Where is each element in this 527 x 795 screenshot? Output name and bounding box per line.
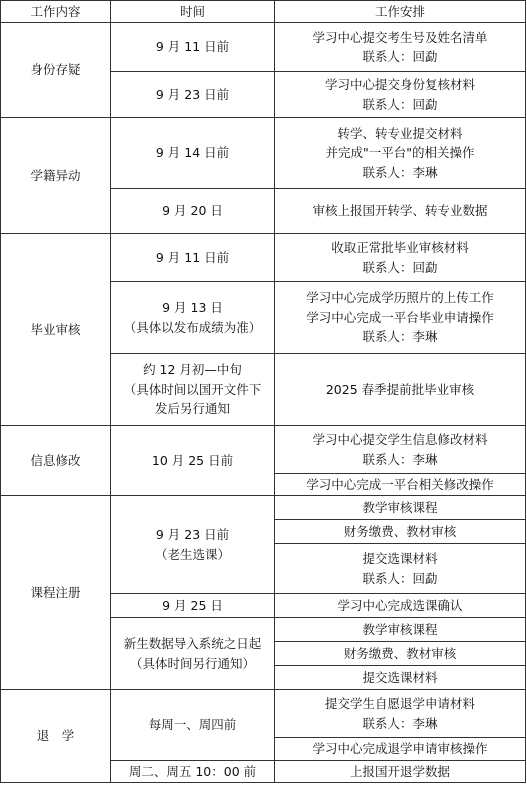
contact-text: 联系人：李琳 bbox=[362, 164, 438, 180]
category-withdraw: 退 学 bbox=[1, 690, 111, 783]
plan-cell: 财务缴费、教材审核 bbox=[275, 642, 526, 666]
category-identity: 身份存疑 bbox=[1, 23, 111, 118]
contact-text: 联系人：回勐 bbox=[362, 259, 438, 275]
plan-cell: 学习中心完成一平台相关修改操作 bbox=[275, 474, 526, 496]
plan-cell bbox=[275, 282, 526, 354]
plan-cell: 上报国开退学数据 bbox=[275, 761, 526, 783]
header-time: 时间 bbox=[111, 1, 275, 23]
category-graduation: 毕业审核 bbox=[1, 234, 111, 426]
time-cell: 9 月 23 日前 bbox=[111, 72, 275, 118]
plan-cell: 教学审核课程 bbox=[275, 618, 526, 642]
time-cell: 周二、周五 10：00 前 bbox=[111, 761, 275, 783]
table-row bbox=[1, 690, 526, 738]
time-cell bbox=[111, 354, 275, 426]
time-cell: 9 月 11 日前 bbox=[111, 23, 275, 72]
header-row bbox=[1, 1, 526, 23]
time-text: 约 12 月初—中旬 bbox=[143, 362, 242, 378]
time-cell: 10 月 25 日前 bbox=[111, 426, 275, 496]
task-text: 收取正常批毕业审核材料 bbox=[331, 240, 469, 256]
plan-cell: 财务缴费、教材审核 bbox=[275, 520, 526, 544]
table-row bbox=[1, 118, 526, 189]
task-text: 转学、转专业提交材料 bbox=[337, 125, 463, 141]
category-status: 学籍异动 bbox=[1, 118, 111, 234]
task-text: 学习中心完成一平台毕业申请操作 bbox=[306, 309, 494, 325]
time-text: 9 月 13 日 bbox=[162, 300, 223, 316]
table-row bbox=[1, 234, 526, 282]
time-cell bbox=[111, 496, 275, 594]
time-text: 新生数据导入系统之日起 bbox=[123, 636, 262, 652]
category-info: 信息修改 bbox=[1, 426, 111, 496]
plan-cell bbox=[275, 23, 526, 72]
time-note: （老生选课） bbox=[154, 546, 230, 562]
task-text: 学习中心提交考生号及姓名清单 bbox=[312, 29, 488, 45]
plan-cell bbox=[275, 72, 526, 118]
task-text: 学习中心提交学生信息修改材料 bbox=[312, 432, 488, 448]
task-text: 学习中心完成学历照片的上传工作 bbox=[306, 290, 494, 306]
time-cell: 每周一、周四前 bbox=[111, 690, 275, 761]
contact-text: 联系人：李琳 bbox=[362, 715, 438, 731]
table-row bbox=[1, 496, 526, 520]
plan-cell bbox=[275, 426, 526, 474]
plan-cell bbox=[275, 234, 526, 282]
table-row bbox=[1, 426, 526, 474]
contact-text: 联系人：回勐 bbox=[362, 49, 438, 64]
task-text: 并完成"一平台"的相关操作 bbox=[325, 145, 475, 161]
plan-cell bbox=[275, 690, 526, 738]
task-text: 提交学生自愿退学申请材料 bbox=[324, 696, 475, 712]
time-text: 9 月 23 日前 bbox=[155, 527, 230, 543]
header-plan: 工作安排 bbox=[275, 1, 526, 23]
time-cell: 9 月 20 日 bbox=[111, 189, 275, 234]
time-note: （具体以发布成绩为准） bbox=[123, 319, 262, 335]
contact-text: 联系人：李琳 bbox=[362, 329, 438, 345]
plan-cell: 学习中心完成退学申请审核操作 bbox=[275, 738, 526, 761]
time-cell: 9 月 14 日前 bbox=[111, 118, 275, 189]
category-course: 课程注册 bbox=[1, 496, 111, 690]
plan-cell: 学习中心完成选课确认 bbox=[275, 594, 526, 618]
contact-text: 联系人：李琳 bbox=[362, 451, 438, 467]
contact-text: 联系人：回勐 bbox=[362, 570, 438, 586]
task-text: 学习中心提交身份复核材料 bbox=[324, 77, 475, 93]
time-note: （具体时间以国开文件下 bbox=[123, 381, 262, 397]
plan-cell: 审核上报国开转学、转专业数据 bbox=[275, 189, 526, 234]
plan-cell: 2025 春季提前批毕业审核 bbox=[275, 354, 526, 426]
time-cell: 9 月 25 日 bbox=[111, 594, 275, 618]
plan-cell bbox=[275, 544, 526, 594]
table-row bbox=[1, 23, 526, 72]
time-note: 发后另行通知 bbox=[154, 401, 230, 417]
time-note: （具体时间另行通知） bbox=[129, 655, 255, 671]
contact-text: 联系人：回勐 bbox=[362, 96, 438, 112]
plan-cell: 教学审核课程 bbox=[275, 496, 526, 520]
plan-cell bbox=[275, 118, 526, 189]
time-cell bbox=[111, 282, 275, 354]
time-cell bbox=[111, 618, 275, 690]
header-category: 工作内容 bbox=[1, 1, 111, 23]
plan-cell: 提交选课材料 bbox=[275, 666, 526, 690]
time-cell: 9 月 11 日前 bbox=[111, 234, 275, 282]
task-text: 提交选课材料 bbox=[362, 551, 438, 567]
